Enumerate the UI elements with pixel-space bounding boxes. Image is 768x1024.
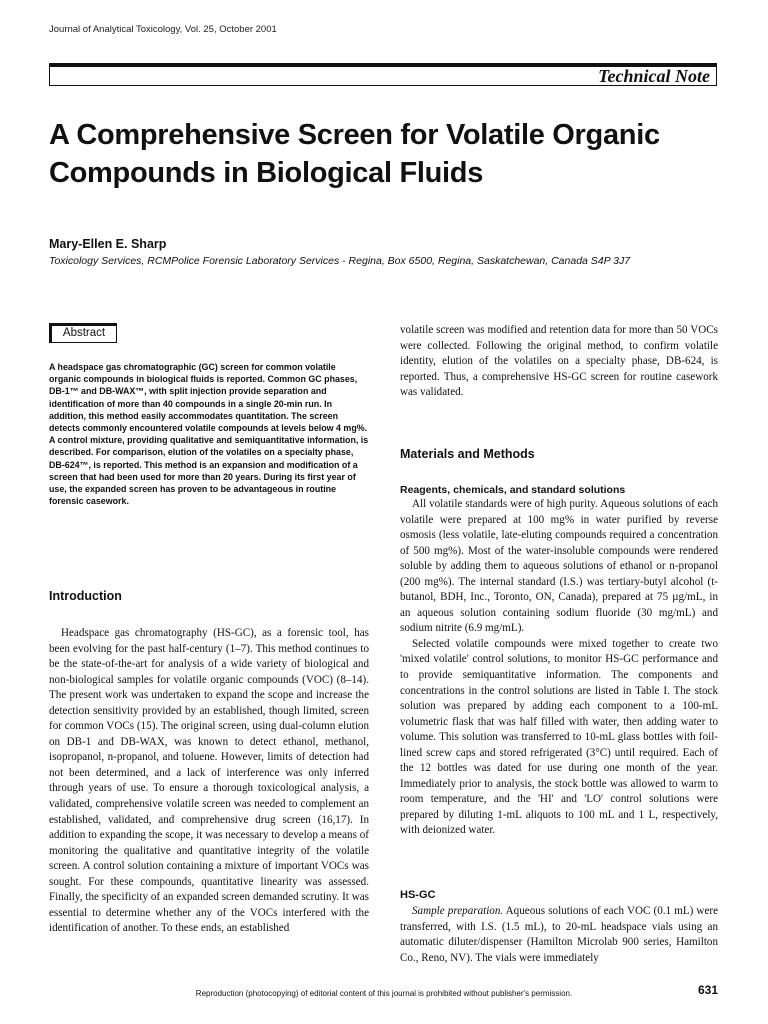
author-name: Mary-Ellen E. Sharp xyxy=(49,237,167,251)
author-affiliation: Toxicology Services, RCMPolice Forensic Laboratory Services - Regina, Box 6500, Regina, Saskatchewan, Canada S4P 3J7 xyxy=(49,255,631,267)
right-column-continuation xyxy=(400,323,718,401)
introduction-heading: Introduction xyxy=(49,589,122,603)
article-title: A Comprehensive Screen for Volatile Organic Compounds in Biological Fluids xyxy=(49,119,660,189)
introduction-paragraph: Headspace gas chromatography (HS-GC), as a forensic tool, has been evolving for the past half-century (1–7). This method continues to be the state-of-the-art for analysis of a wide variety of biological and non-biological samples for volatile organic compounds (VOC) (8–14). The present work was undertaken to expand the scope and increase the detection sensitivity provided by an established, though limited, screen for common VOCs (15). The original screen, using dual-column elution on DB-1 and DB-WAX, was known to detect ethanol, methanol, isopropanol, n-propanol, and toluene. However, limits of detection had not been determined, and a lack of interference was only inferred through years of use. To ensure a thorough toxicological analysis, a validated, comprehensive volatile screen was needed to complement an established, validated, and comprehensive drug screen (16,17). In addition to expanding the scope, it was necessary to develop a means of monitoring the qualitative and quantitative integrity of the volatile screen. A control solution containing a mixture of important VOCs was sought. For these compounds, quantitative linearity was assessed. Finally, the specificity of an expanded screen demanded scrutiny. It was essential to determine whether any of the VOCs interfered with the identification of another. To these ends, an established xyxy=(49,627,369,935)
reagents-paragraph-2: Selected volatile compounds were mixed together to create two 'mixed volatile' control solutions, to monitor HS-GC performance and to provide semiquantitative information. The components and concentrations in the control solutions are listed in Table I. The stock solution was prepared by adding each component to a 100-mL volumetric flask that was half filled with water, then adding water to volume. This solution was transferred to 10-mL glass bottles with foil-lined screw caps and stored refrigerated (3°C) until required. Each of the 12 bottles was dated for use during one month of the year. Immediately prior to analysis, the stock bottle was allowed to warm to room temperature, and the 'HI' and 'LO' control solutions were prepared by diluting 1-mL aliquots to 100 mL and 1 L, respectively, with deionized water. xyxy=(400,637,718,837)
hsgc-subheading: HS-GC xyxy=(400,889,436,901)
introduction-body xyxy=(49,626,369,937)
copyright-notice: Reproduction (photocopying) of editorial content of this journal is prohibited without publisher's permission. xyxy=(195,989,573,998)
methods-heading: Materials and Methods xyxy=(400,447,535,461)
sample-preparation-lead: Sample preparation. xyxy=(412,905,504,917)
continuation-paragraph: volatile screen was modified and retention data for more than 50 VOCs were collected. Following the original method, to confirm volatile identity, elution of the volatiles on a specialty phase, DB-624, is reported. Thus, a comprehensive HS-GC screen for routine casework was validated. xyxy=(400,324,718,399)
section-banner xyxy=(49,63,717,86)
reagents-subheading: Reagents, chemicals, and standard solutions xyxy=(400,484,626,496)
hsgc-paragraph xyxy=(400,904,718,966)
section-label: Technical Note xyxy=(598,66,710,86)
hsgc-text: Aqueous solutions of each VOC (0.1 mL) were transferred, with I.S. (1.5 mL), to 20-mL headspace vials using an automatic diluter/dispenser (Hamilton Microlab 900 series, Hamilton Co., Reno, NV). The vials were immediately xyxy=(400,905,718,964)
reagents-paragraph-1: All volatile standards were of high purity. Aqueous solutions of each volatile were prepared at 100 mg% in water purified by reverse osmosis (less volatile, late-eluting compounds required a concentration of 500 mg%). Most of the water-insoluble compounds were rendered soluble by adding them to aqueous solutions of ethanol or n-propanol (200 mg%). The internal standard (I.S.) was tertiary-butyl alcohol (t-butanol, BDH, Inc., Toronto, ON, Canada), prepared at 75 µg/mL, in an aqueous solution containing sodium fluoride (30 mg/mL) and sodium nitrite (6.9 mg/mL). xyxy=(400,498,718,635)
abstract-text: A headspace gas chromatographic (GC) screen for common volatile organic compounds in biological fluids is reported. Common GC phases, DB-1™ and DB-WAX™, with split injection provide separation and identification of more than 40 compounds in a single 20-min run. In addition, this method easily accommodates quantitation. The screen detects commonly encountered volatile compounds at levels below 4 mg%. A control mixture, providing qualitative and semiquantitative information, is described. For comparison, elution of the volatiles on a specialty phase, DB-624™, is reported. This method is an expansion and modification of a screen that had been used for more than 20 years. During its first year of use, the expanded screen has proven to be advantageous in routine forensic casework. xyxy=(49,362,369,507)
abstract-label: Abstract xyxy=(49,323,117,343)
page-number: 631 xyxy=(697,983,718,997)
reagents-body xyxy=(400,497,718,839)
journal-citation: Journal of Analytical Toxicology, Vol. 25, October 2001 xyxy=(49,24,277,35)
hsgc-body xyxy=(400,904,718,966)
